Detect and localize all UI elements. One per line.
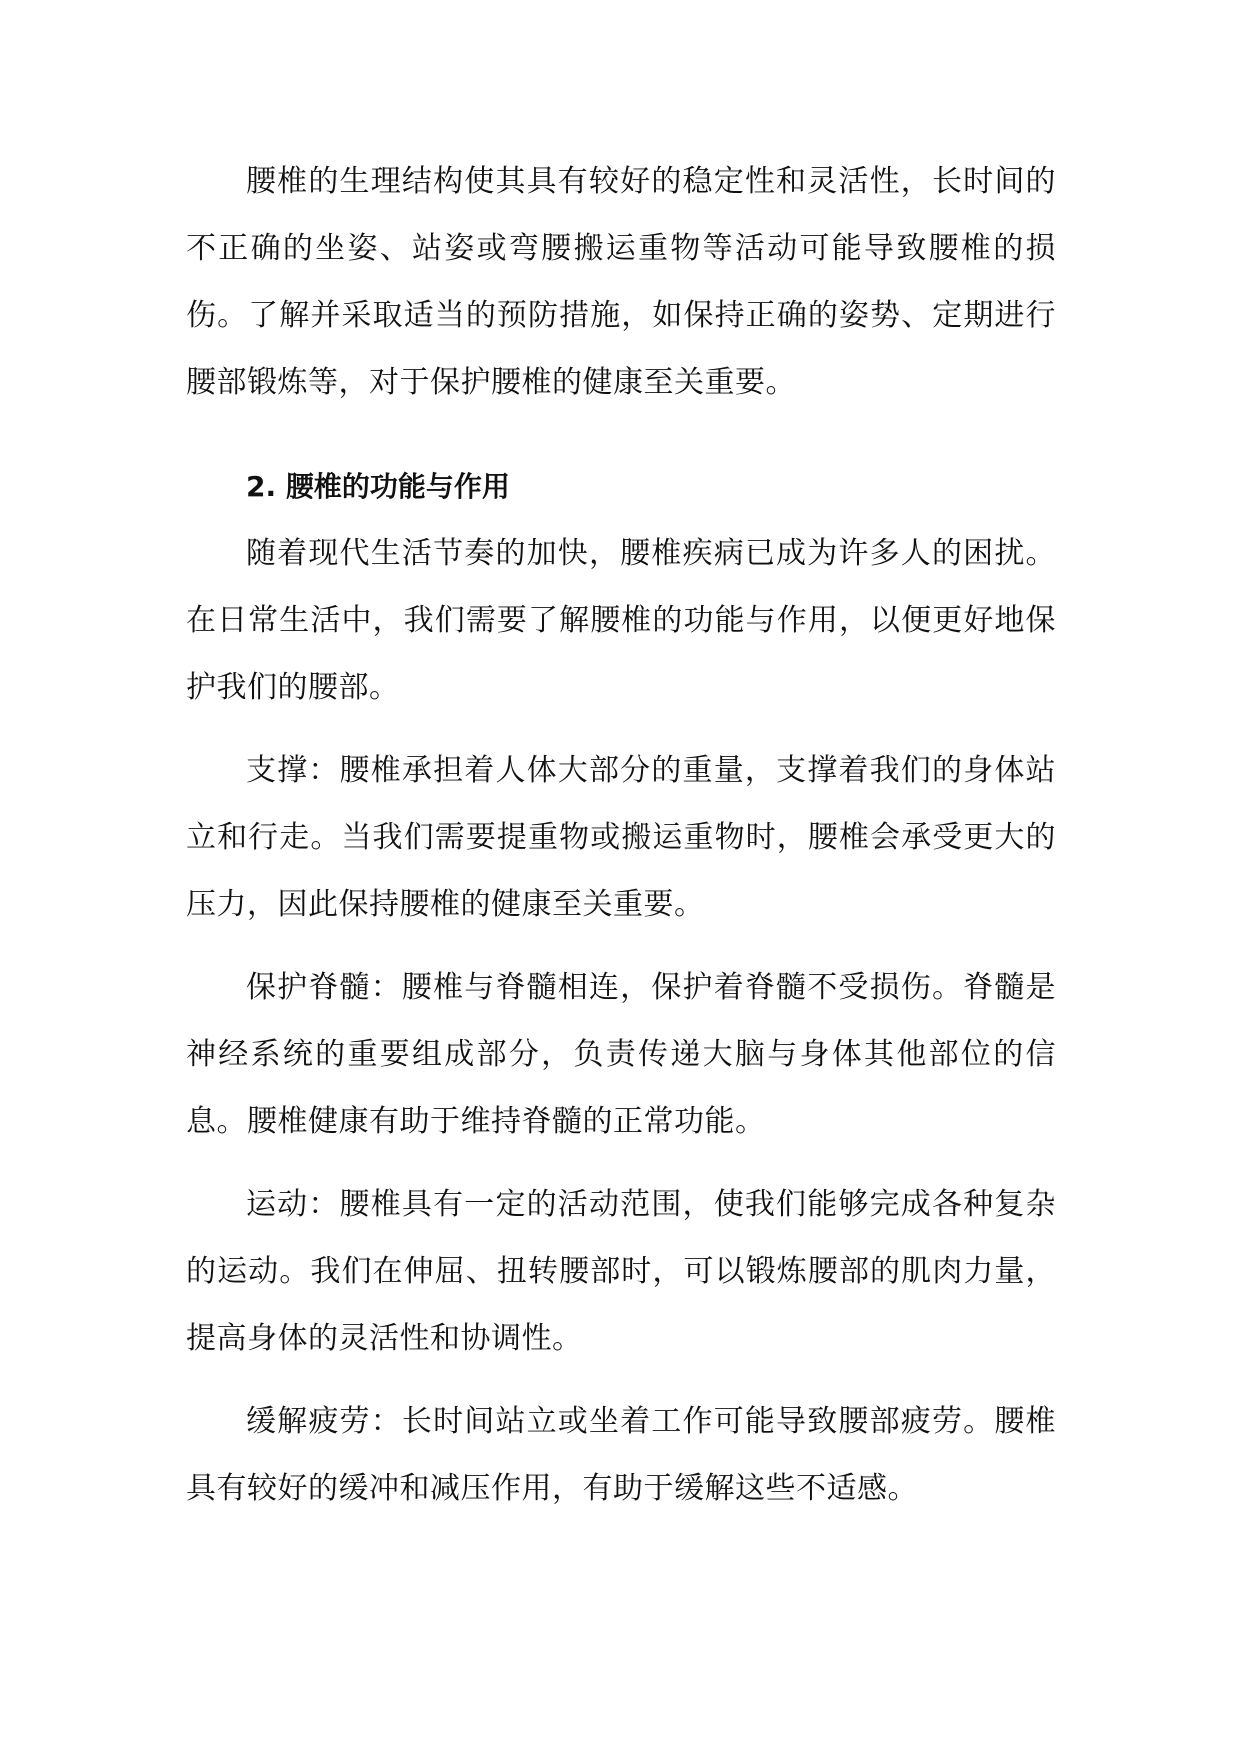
- spacer: [186, 1372, 1056, 1388]
- paragraph-support: 支撑：腰椎承担着人体大部分的重量，支撑着我们的身体站立和行走。当我们需要提重物或搬运重物时，腰椎会承受更大的压力，因此保持腰椎的健康至关重要。: [186, 753, 1056, 922]
- document-page: [186, 148, 1056, 1522]
- spacer: [186, 416, 1056, 453]
- spacer: [186, 938, 1056, 954]
- spacer: [186, 1155, 1056, 1171]
- section-heading: 2. 腰椎的功能与作用: [246, 470, 510, 503]
- paragraph-fatigue-relief: 缓解疲劳：长时间站立或坐着工作可能导致腰部疲劳。腰椎具有较好的缓冲和减压作用，有助于缓解这些不适感。: [186, 1404, 1056, 1506]
- intro-paragraph: 腰椎的生理结构使其具有较好的稳定性和灵活性，长时间的不正确的坐姿、站姿或弯腰搬运重物等活动可能导致腰椎的损伤。了解并采取适当的预防措施，如保持正确的姿势、定期进行腰部锻炼等，对于保护腰椎的健康至关重要。: [186, 164, 1056, 400]
- paragraph-overview: 随着现代生活节奏的加快，腰椎疾病已成为许多人的困扰。在日常生活中，我们需要了解腰椎的功能与作用，以便更好地保护我们的腰部。: [186, 536, 1056, 705]
- paragraph-movement: 运动：腰椎具有一定的活动范围，使我们能够完成各种复杂的运动。我们在伸屈、扭转腰部时，可以锻炼腰部的肌肉力量，提高身体的灵活性和协调性。: [186, 1187, 1056, 1356]
- paragraph-spinal-protection: 保护脊髓：腰椎与脊髓相连，保护着脊髓不受损伤。脊髓是神经系统的重要组成部分，负责传递大脑与身体其他部位的信息。腰椎健康有助于维持脊髓的正常功能。: [186, 970, 1056, 1139]
- spacer: [186, 721, 1056, 737]
